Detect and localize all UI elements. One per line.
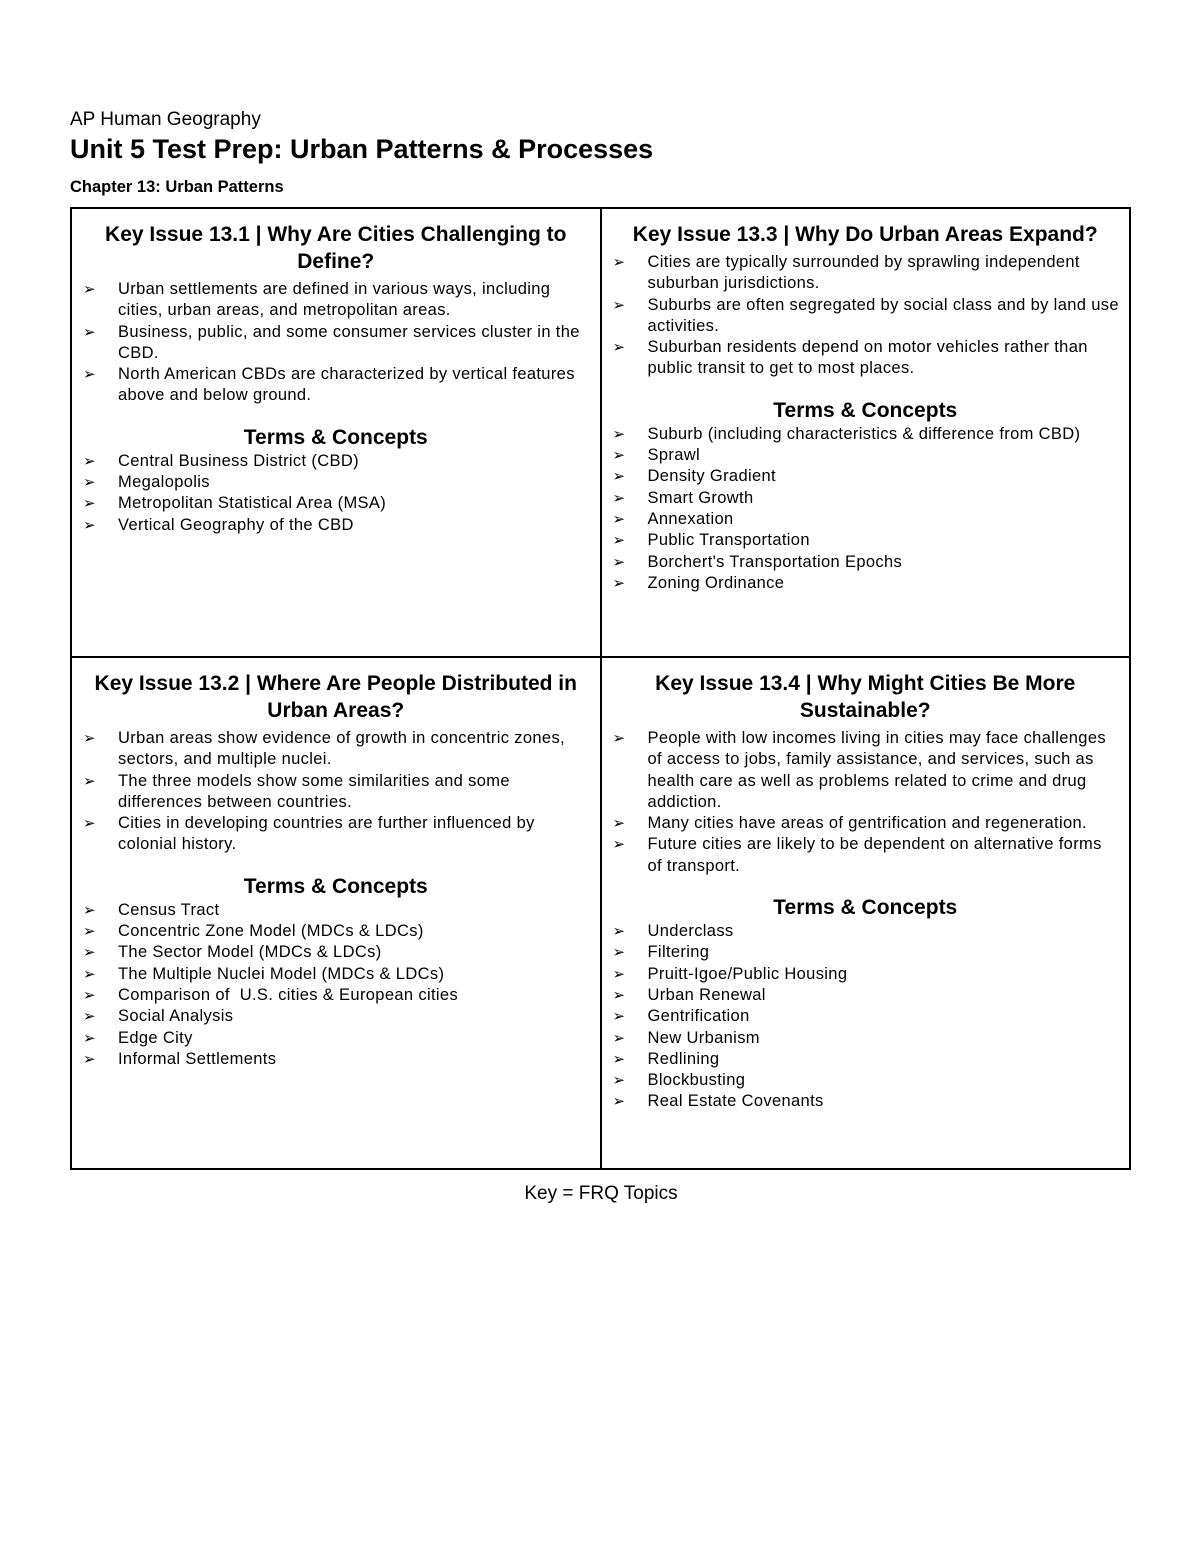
list-item: ➢ Informal Settlements bbox=[118, 1049, 590, 1070]
list-item: ➢ North American CBDs are characterized by vertical features above and below ground. bbox=[118, 364, 590, 407]
list-item: ➢ Urban areas show evidence of growth in concentric zones, sectors, and multiple nuclei. bbox=[118, 728, 590, 771]
terms-list bbox=[612, 921, 1120, 1113]
list-item: ➢ Underclass bbox=[648, 921, 1120, 942]
key-points-list bbox=[612, 252, 1120, 380]
list-item: ➢ Real Estate Covenants bbox=[648, 1091, 1120, 1112]
list-item: ➢ Urban settlements are defined in various ways, including cities, urban areas, and metropolitan areas. bbox=[118, 279, 590, 322]
list-item: ➢ New Urbanism bbox=[648, 1028, 1120, 1049]
key-points-list bbox=[82, 279, 590, 407]
list-item: ➢ The Multiple Nuclei Model (MDCs & LDCs) bbox=[118, 964, 590, 985]
list-item: ➢ Vertical Geography of the CBD bbox=[118, 515, 590, 536]
list-item: ➢ The Sector Model (MDCs & LDCs) bbox=[118, 942, 590, 963]
page-title: Unit 5 Test Prep: Urban Patterns & Processes bbox=[70, 134, 654, 164]
list-item: ➢ Smart Growth bbox=[648, 488, 1120, 509]
list-item: ➢ Borchert's Transportation Epochs bbox=[648, 552, 1120, 573]
course-subject: AP Human Geography bbox=[70, 109, 261, 130]
list-item: ➢ Sprawl bbox=[648, 445, 1120, 466]
document-page bbox=[70, 108, 1132, 1206]
list-item: ➢ Megalopolis bbox=[118, 472, 590, 493]
list-item: ➢ The three models show some similarities and some differences between countries. bbox=[118, 771, 590, 814]
chapter-heading: Chapter 13: Urban Patterns bbox=[70, 178, 284, 196]
list-item: ➢ Zoning Ordinance bbox=[648, 573, 1120, 594]
key-issues-grid bbox=[70, 207, 1131, 1170]
list-item: ➢ Comparison of U.S. cities & European cities bbox=[118, 985, 590, 1006]
list-item: ➢ Future cities are likely to be dependent on alternative forms of transport. bbox=[648, 834, 1120, 877]
list-item: ➢ Central Business District (CBD) bbox=[118, 451, 590, 472]
key-issue-13-2-cell bbox=[71, 657, 601, 1169]
key-issue-heading: Key Issue 13.4 | Why Might Cities Be More Sustainable? bbox=[655, 672, 1076, 722]
key-issue-13-3-cell bbox=[601, 208, 1131, 657]
list-item: ➢ Social Analysis bbox=[118, 1006, 590, 1027]
terms-heading: Terms & Concepts bbox=[243, 425, 428, 449]
list-item: ➢ Suburb (including characteristics & difference from CBD) bbox=[648, 424, 1120, 445]
list-item: ➢ Suburbs are often segregated by social class and by land use activities. bbox=[648, 295, 1120, 338]
key-issue-heading: Key Issue 13.3 | Why Do Urban Areas Expand? bbox=[632, 223, 1098, 246]
list-item: ➢ Annexation bbox=[648, 509, 1120, 530]
terms-heading: Terms & Concepts bbox=[773, 896, 958, 920]
list-item: ➢ Concentric Zone Model (MDCs & LDCs) bbox=[118, 921, 590, 942]
key-issue-13-4-cell bbox=[601, 657, 1131, 1169]
list-item: ➢ Redlining bbox=[648, 1049, 1120, 1070]
list-item: ➢ Public Transportation bbox=[648, 530, 1120, 551]
terms-heading: Terms & Concepts bbox=[773, 398, 958, 422]
list-item: ➢ Suburban residents depend on motor vehicles rather than public transit to get to most places. bbox=[648, 337, 1120, 380]
key-issue-heading: Key Issue 13.2 | Where Are People Distributed in Urban Areas? bbox=[94, 672, 577, 722]
terms-list bbox=[82, 900, 590, 1070]
key-issue-13-1-cell bbox=[71, 208, 601, 657]
list-item: ➢ Urban Renewal bbox=[648, 985, 1120, 1006]
list-item: ➢ Cities are typically surrounded by sprawling independent suburban jurisdictions. bbox=[648, 252, 1120, 295]
key-issue-heading: Key Issue 13.1 | Why Are Cities Challenging to Define? bbox=[105, 223, 567, 273]
grid-row bbox=[71, 657, 1130, 1169]
list-item: ➢ Business, public, and some consumer services cluster in the CBD. bbox=[118, 322, 590, 365]
list-item: ➢ Gentrification bbox=[648, 1006, 1120, 1027]
list-item: ➢ Metropolitan Statistical Area (MSA) bbox=[118, 493, 590, 514]
list-item: ➢ Pruitt-Igoe/Public Housing bbox=[648, 964, 1120, 985]
frq-key-note: Key = FRQ Topics bbox=[524, 1183, 678, 1204]
list-item: ➢ Cities in developing countries are further influenced by colonial history. bbox=[118, 813, 590, 856]
grid-row bbox=[71, 208, 1130, 657]
terms-list bbox=[612, 424, 1120, 594]
key-points-list bbox=[82, 728, 590, 856]
list-item: ➢ Filtering bbox=[648, 942, 1120, 963]
list-item: ➢ People with low incomes living in cities may face challenges of access to jobs, family assistance, and services, such as health care as well as problems related to crime and drug addiction. bbox=[648, 728, 1120, 813]
list-item: ➢ Many cities have areas of gentrification and regeneration. bbox=[648, 813, 1120, 834]
key-points-list bbox=[612, 728, 1120, 877]
terms-list bbox=[82, 451, 590, 536]
terms-heading: Terms & Concepts bbox=[243, 874, 428, 898]
list-item: ➢ Edge City bbox=[118, 1028, 590, 1049]
list-item: ➢ Density Gradient bbox=[648, 466, 1120, 487]
list-item: ➢ Blockbusting bbox=[648, 1070, 1120, 1091]
list-item: ➢ Census Tract bbox=[118, 900, 590, 921]
